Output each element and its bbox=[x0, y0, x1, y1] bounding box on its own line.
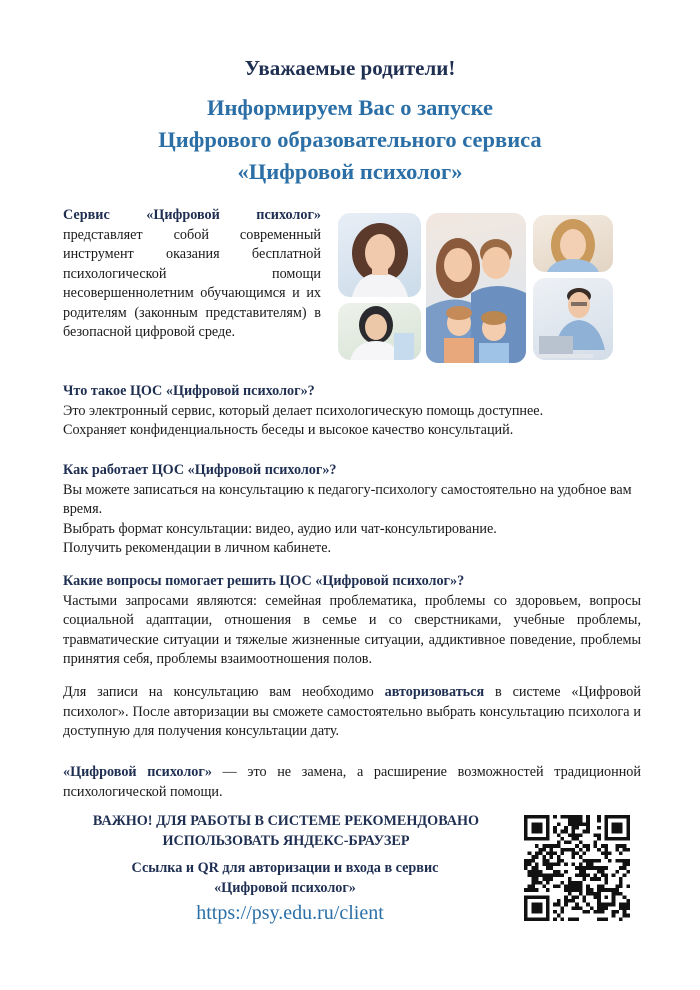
qr-code-icon bbox=[524, 815, 630, 921]
link-caption-line-2: «Цифровой психолог» bbox=[214, 879, 356, 896]
intro-paragraph bbox=[63, 206, 321, 343]
section-how-works-question: Как работает ЦОС «Цифровой психолог»? bbox=[63, 462, 337, 478]
title-line-2: Цифрового образовательного сервиса bbox=[158, 127, 542, 152]
important-line-2: ИСПОЛЬЗОВАТЬ ЯНДЕКС-БРАУЗЕР bbox=[162, 832, 410, 849]
section-questions bbox=[63, 572, 641, 670]
section-how-works-text-2: Выбрать формат консультации: видео, аудио или чат-консультирование. bbox=[63, 520, 497, 537]
section-what-is bbox=[63, 382, 641, 441]
link-caption bbox=[60, 859, 510, 898]
closing-text: — это не замена, а расширение возможностей традиционной психологической помощи. bbox=[63, 764, 641, 800]
section-how-works bbox=[63, 461, 641, 559]
section-what-is-question: Что такое ЦОС «Цифровой психолог»? bbox=[63, 383, 315, 399]
registration-paragraph bbox=[63, 683, 641, 742]
closing-paragraph bbox=[63, 763, 641, 802]
greeting-heading: Уважаемые родители! bbox=[244, 56, 456, 80]
registration-authorize: авторизоваться bbox=[384, 684, 485, 700]
registration-text-after: в системе «Цифровой психолог». После авторизации вы сможете самостоятельно выбрать консультацию психолога и доступную для получения консультации дату. bbox=[63, 684, 641, 739]
closing-service-name: «Цифровой психолог» bbox=[63, 764, 212, 780]
photo-woman-doctor bbox=[338, 303, 421, 360]
service-link[interactable]: https://psy.edu.ru/client bbox=[196, 902, 384, 924]
title-line-1: Информируем Вас о запуске bbox=[206, 95, 494, 120]
title-line-3: «Цифровой психолог» bbox=[237, 159, 463, 184]
photo-woman-psychologist bbox=[338, 213, 421, 297]
intro-text: представляет собой современный инструмент оказания бесплатной психологической помощи несовершеннолетним обучающимся и их родителям (законным представителям) в безопасной цифровой среде. bbox=[63, 226, 321, 340]
section-questions-text: Частыми запросами являются: семейная проблематика, проблемы со здоровьем, вопросы социальной адаптации, отношения в семье и со сверстниками, учебные проблемы, травматические ситуации и тяжелые жизненные ситуации, аддиктивное поведение, проблемы принятия себя, проблемы взаимоотношения полов. bbox=[63, 592, 641, 667]
registration-text-before: Для записи на консультацию вам необходимо bbox=[63, 684, 385, 700]
section-questions-question: Какие вопросы помогает решить ЦОС «Цифровой психолог»? bbox=[63, 573, 465, 589]
section-how-works-text-3: Получить рекомендации в личном кабинете. bbox=[63, 540, 332, 556]
important-notice bbox=[56, 812, 516, 851]
section-how-works-text-1: Вы можете записаться на консультацию к педагогу-психологу самостоятельно на удобное вам время. bbox=[63, 481, 632, 517]
link-caption-line-1: Ссылка и QR для авторизации и входа в сервис bbox=[131, 860, 439, 876]
photo-family bbox=[426, 213, 526, 363]
important-line-1: ВАЖНО! ДЛЯ РАБОТЫ В СИСТЕМЕ РЕКОМЕНДОВАНО bbox=[92, 813, 480, 829]
photo-man-laptop bbox=[533, 278, 613, 360]
section-what-is-text-1: Это электронный сервис, который делает психологическую помощь доступнее. bbox=[63, 402, 544, 419]
intro-service-name: Сервис «Цифровой психолог» bbox=[63, 207, 321, 223]
section-what-is-text-2: Сохраняет конфиденциальность беседы и высокое качество консультаций. bbox=[63, 422, 514, 438]
photo-smiling-woman bbox=[533, 215, 613, 272]
